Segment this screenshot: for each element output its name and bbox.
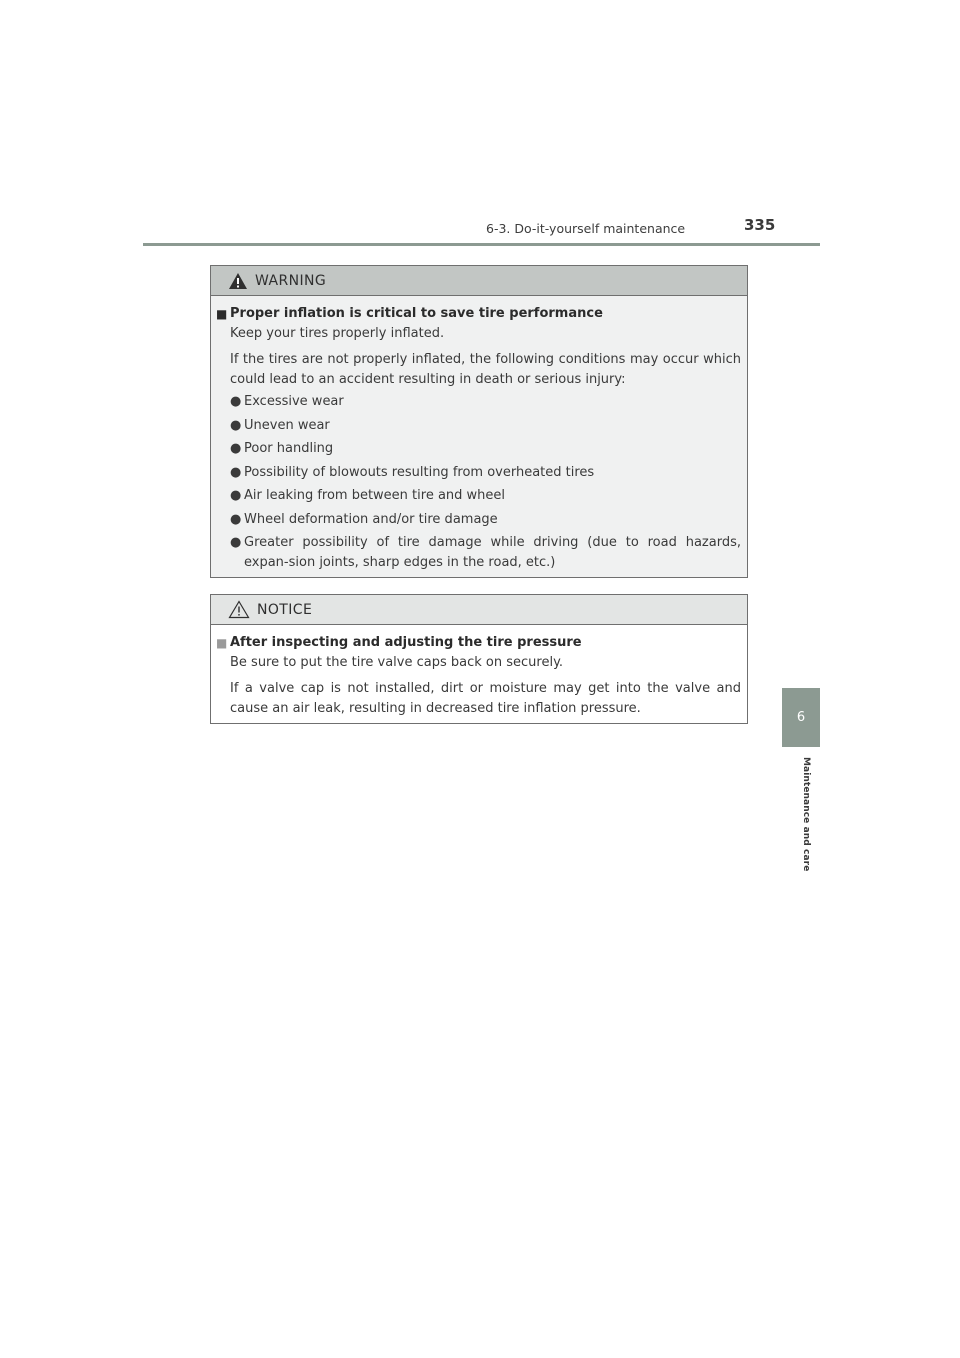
bullet-dot-icon: ● bbox=[230, 464, 242, 480]
warning-bullet-list bbox=[216, 392, 741, 573]
bullet-dot-icon: ● bbox=[230, 417, 242, 433]
notice-heading-text: After inspecting and adjusting the tire pressure bbox=[230, 635, 582, 650]
list-item: ● Greater possibility of tire damage while driving (due to road hazards, expan-sion joints, sharp edges in the road, etc.) bbox=[230, 533, 741, 573]
list-item: ● Possibility of blowouts resulting from overheated tires bbox=[230, 463, 741, 483]
header-section-title: 6-3. Do-it-yourself maintenance bbox=[486, 221, 686, 236]
list-item: ● Poor handling bbox=[230, 439, 741, 459]
bullet-dot-icon: ● bbox=[230, 488, 242, 503]
page-number: 335 bbox=[744, 216, 776, 234]
chapter-label: Maintenance and care bbox=[801, 757, 811, 872]
bullet-dot-icon: ● bbox=[230, 511, 242, 527]
warning-paragraph: If the tires are not properly inflated, the following conditions may occur which could lead to an accident resulting in death or serious injury: bbox=[230, 352, 741, 387]
header-rule bbox=[143, 243, 820, 246]
notice-box-header bbox=[211, 595, 747, 625]
notice-paragraph: Be sure to put the tire valve caps back on securely. bbox=[230, 655, 564, 670]
notice-heading bbox=[216, 633, 741, 653]
square-bullet-icon: ■ bbox=[216, 636, 228, 650]
notice-paragraph: If a valve cap is not installed, dirt or moisture may get into the valve and cause an air leak, resulting in decreased tire inflation pressure. bbox=[230, 681, 741, 716]
chapter-tab bbox=[782, 688, 820, 747]
notice-box-body bbox=[211, 625, 747, 719]
list-item: ● Air leaking from between tire and wheel bbox=[230, 486, 741, 506]
bullet-dot-icon: ● bbox=[230, 441, 242, 456]
bullet-dot-icon: ● bbox=[230, 535, 242, 550]
notice-box bbox=[210, 594, 748, 724]
notice-title: NOTICE bbox=[257, 601, 313, 618]
list-item: ● Wheel deformation and/or tire damage bbox=[230, 510, 741, 530]
square-bullet-icon: ■ bbox=[216, 307, 228, 321]
warning-box-body bbox=[211, 296, 747, 573]
bullet-dot-icon: ● bbox=[230, 394, 242, 409]
list-item: ● Excessive wear bbox=[230, 392, 741, 412]
warning-paragraph: Keep your tires properly inflated. bbox=[230, 326, 445, 341]
warning-title: WARNING bbox=[255, 272, 327, 289]
warning-triangle-filled-icon bbox=[228, 272, 248, 290]
warning-triangle-outline-icon bbox=[228, 600, 250, 619]
warning-box bbox=[210, 265, 748, 578]
list-item: ● Uneven wear bbox=[230, 416, 741, 436]
warning-heading-text: Proper inflation is critical to save tire performance bbox=[230, 306, 603, 321]
warning-heading bbox=[216, 304, 741, 324]
chapter-number: 6 bbox=[796, 710, 806, 725]
warning-box-header bbox=[211, 266, 747, 296]
